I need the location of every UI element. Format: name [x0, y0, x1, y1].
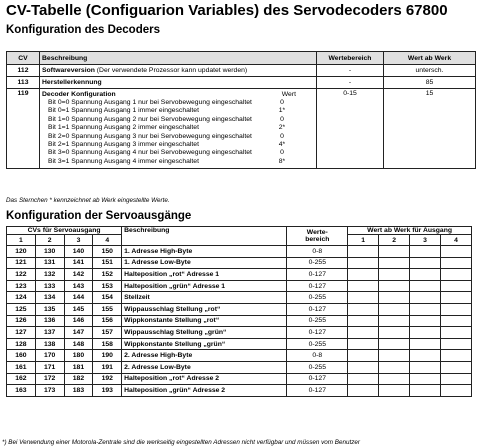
col-header-description: Beschreibung — [122, 227, 287, 246]
bit-value: 8* — [278, 157, 286, 165]
factory-value-output-1 — [348, 361, 379, 373]
decoder-config-cell — [40, 89, 317, 169]
decoder-bit-line — [42, 116, 314, 124]
factory-value-output-3 — [410, 373, 441, 385]
bit-description: Bit 0=1 Spannung Ausgang 1 immer eingeschaltet — [48, 107, 199, 115]
cv-number-output-2: 136 — [35, 315, 64, 327]
factory-value-output-2 — [379, 257, 410, 269]
factory-value-output-2 — [379, 269, 410, 281]
col-header-werk-3: 3 — [410, 235, 441, 246]
cv-description: Wippkonstante Stellung „rot“ — [122, 315, 287, 327]
section-heading-decoder: Konfiguration des Decoders — [6, 24, 160, 36]
table-row — [7, 77, 476, 89]
cv-factory-value: untersch. — [384, 65, 476, 77]
col-header-output-1: 1 — [7, 235, 36, 246]
cv-description: Halteposition „rot“ Adresse 2 — [122, 373, 287, 385]
cv-number-output-2: 133 — [35, 280, 64, 292]
cv-description: 1. Adresse High-Byte — [122, 246, 287, 258]
cv-range: 0-15 — [317, 89, 384, 169]
cv-number-output-1: 161 — [7, 361, 36, 373]
col-header-werk-2: 2 — [379, 235, 410, 246]
cv-label: Softwareversion — [42, 67, 95, 74]
decoder-wert-label: Wert — [281, 91, 296, 98]
factory-value-output-2 — [379, 338, 410, 350]
col-header-werk-1: 1 — [348, 235, 379, 246]
factory-value-output-1 — [348, 246, 379, 258]
decoder-bit-line — [42, 99, 314, 107]
factory-value-output-3 — [410, 303, 441, 315]
cv-number-output-2: 132 — [35, 269, 64, 281]
decoder-bit-line — [42, 141, 314, 149]
cv-number-output-3: 142 — [64, 269, 93, 281]
cv-number-output-1: 127 — [7, 327, 36, 339]
bit-value: 2* — [278, 124, 286, 132]
factory-value-output-2 — [379, 385, 410, 397]
factory-value-output-2 — [379, 350, 410, 362]
cv-number-output-2: 170 — [35, 350, 64, 362]
factory-value-output-3 — [410, 385, 441, 397]
decoder-config-table — [6, 51, 476, 169]
cv-number-output-3: 181 — [64, 361, 93, 373]
cv-number-output-2: 172 — [35, 373, 64, 385]
factory-value-output-3 — [410, 292, 441, 304]
table-row — [7, 315, 472, 327]
col-header-range: Wertebereich — [317, 52, 384, 65]
cv-range: 0-127 — [287, 280, 348, 292]
cv-label: Herstellerkennung — [42, 79, 102, 86]
col-header-factory-value: Wert ab Werk für Ausgang — [348, 227, 472, 235]
factory-value-output-1 — [348, 292, 379, 304]
factory-value-output-4 — [440, 327, 471, 339]
cv-description: Halteposition „grün“ Adresse 2 — [122, 385, 287, 397]
bit-value: 4* — [278, 140, 286, 148]
cv-number-output-4: 193 — [93, 385, 122, 397]
factory-value-output-4 — [440, 350, 471, 362]
cv-number-output-2: 130 — [35, 246, 64, 258]
bit-value: 0 — [280, 149, 284, 157]
factory-value-output-2 — [379, 246, 410, 258]
col-header-cvs: CVs für Servoausgang — [7, 227, 122, 235]
cv-number-output-3: 180 — [64, 350, 93, 362]
bit-description: Bit 3=1 Spannung Ausgang 4 immer eingeschaltet — [48, 157, 199, 165]
cv-number-output-2: 138 — [35, 338, 64, 350]
col-header-factory-value: Wert ab Werk — [384, 52, 476, 65]
cv-number-output-2: 171 — [35, 361, 64, 373]
cv-number-output-3: 183 — [64, 385, 93, 397]
table-row — [7, 373, 472, 385]
col-header-cv: CV — [7, 52, 40, 65]
page-title: CV-Tabelle (Configuarion Variables) des Servodecoders 67800 — [6, 2, 448, 19]
cv-number-output-4: 151 — [93, 257, 122, 269]
cv-number-output-3: 146 — [64, 315, 93, 327]
col-header-werk-4: 4 — [440, 235, 471, 246]
footnote-motorola: *) Bei Verwendung einer Motorola-Zentrale sind die werkseitig eingestellten Adressen nicht verfügbar und müssen vom Benutzer — [2, 439, 360, 446]
cv-range: 0-255 — [287, 361, 348, 373]
factory-value-output-4 — [440, 373, 471, 385]
table-header-row — [7, 52, 476, 65]
factory-value-output-1 — [348, 350, 379, 362]
table-row — [7, 269, 472, 281]
col-header-description: Beschreibung — [40, 52, 317, 65]
factory-value-output-4 — [440, 292, 471, 304]
cv-number-output-3: 145 — [64, 303, 93, 315]
cv-description — [40, 65, 317, 77]
cv-range: 0-255 — [287, 315, 348, 327]
factory-value-output-1 — [348, 280, 379, 292]
factory-value-output-4 — [440, 338, 471, 350]
decoder-bit-line — [42, 149, 314, 157]
decoder-config-heading — [42, 90, 314, 99]
bit-description: Bit 1=1 Spannung Ausgang 2 immer eingeschaltet — [48, 124, 199, 132]
cv-number: 112 — [7, 65, 40, 77]
cv-range: 0-127 — [287, 327, 348, 339]
range-header-line2: bereich — [305, 236, 330, 243]
cv-number-output-4: 157 — [93, 327, 122, 339]
cv-range: 0-255 — [287, 338, 348, 350]
bit-value: 1* — [278, 107, 286, 115]
factory-value-output-4 — [440, 257, 471, 269]
factory-value-output-2 — [379, 373, 410, 385]
table-row — [7, 327, 472, 339]
table-row — [7, 303, 472, 315]
cv-number-output-3: 144 — [64, 292, 93, 304]
factory-value-output-3 — [410, 315, 441, 327]
factory-value-output-2 — [379, 327, 410, 339]
bit-description: Bit 2=1 Spannung Ausgang 3 immer eingeschaltet — [48, 140, 199, 148]
factory-value-output-3 — [410, 327, 441, 339]
cv-number-output-3: 148 — [64, 338, 93, 350]
factory-value-output-2 — [379, 315, 410, 327]
cv-number-output-4: 158 — [93, 338, 122, 350]
cv-number-output-3: 182 — [64, 373, 93, 385]
cv-range: - — [317, 77, 384, 89]
factory-value-output-1 — [348, 327, 379, 339]
factory-value-output-1 — [348, 385, 379, 397]
factory-value-output-1 — [348, 303, 379, 315]
decoder-bit-line — [42, 133, 314, 141]
cv-number-output-2: 173 — [35, 385, 64, 397]
cv-number-output-1: 122 — [7, 269, 36, 281]
table-row — [7, 65, 476, 77]
table-row — [7, 292, 472, 304]
factory-value-output-4 — [440, 315, 471, 327]
factory-value-output-4 — [440, 269, 471, 281]
cv-description: Halteposition „rot“ Adresse 1 — [122, 269, 287, 281]
cv-number-output-1: 125 — [7, 303, 36, 315]
cv-range: 0-255 — [287, 257, 348, 269]
factory-value-output-1 — [348, 338, 379, 350]
table-header-row — [7, 227, 472, 235]
factory-value-output-4 — [440, 361, 471, 373]
factory-value-output-1 — [348, 315, 379, 327]
cv-number-output-3: 141 — [64, 257, 93, 269]
cv-range: 0-127 — [287, 373, 348, 385]
cv-number-output-2: 137 — [35, 327, 64, 339]
table-row — [7, 385, 472, 397]
cv-description: Stellzeit — [122, 292, 287, 304]
cv-description: 1. Adresse Low-Byte — [122, 257, 287, 269]
cv-number-output-4: 152 — [93, 269, 122, 281]
table-row — [7, 361, 472, 373]
table-row — [7, 246, 472, 258]
cv-range: 0-127 — [287, 385, 348, 397]
cv-number-output-1: 163 — [7, 385, 36, 397]
factory-value-output-3 — [410, 338, 441, 350]
cv-number-output-4: 155 — [93, 303, 122, 315]
cv-range: 0-8 — [287, 350, 348, 362]
factory-value-output-3 — [410, 257, 441, 269]
section-heading-servo: Konfiguration der Servoausgänge — [6, 210, 192, 222]
table-row — [7, 350, 472, 362]
cv-factory-value: 15 — [384, 89, 476, 169]
cv-note: (Der verwendete Prozessor kann updatet werden) — [94, 67, 248, 74]
cv-number-output-1: 160 — [7, 350, 36, 362]
col-header-output-3: 3 — [64, 235, 93, 246]
cv-range: 0-127 — [287, 269, 348, 281]
factory-value-output-4 — [440, 385, 471, 397]
factory-value-output-3 — [410, 350, 441, 362]
factory-value-output-2 — [379, 292, 410, 304]
factory-value-output-4 — [440, 280, 471, 292]
col-header-output-4: 4 — [93, 235, 122, 246]
cv-description: Wippausschlag Stellung „grün“ — [122, 327, 287, 339]
bit-description: Bit 1=0 Spannung Ausgang 2 nur bei Servobewegung eingeschaltet — [48, 115, 252, 123]
bit-value: 0 — [280, 115, 284, 123]
table-row — [7, 280, 472, 292]
cv-number-output-2: 131 — [35, 257, 64, 269]
decoder-bit-line — [42, 158, 314, 166]
col-header-range — [287, 227, 348, 246]
footnote-asterisk: Das Sternchen * kennzeichnet ab Werk eingestellte Werte. — [6, 197, 170, 204]
bit-description: Bit 2=0 Spannung Ausgang 3 nur bei Servobewegung eingeschaltet — [48, 132, 252, 140]
cv-range: 0-8 — [287, 246, 348, 258]
cv-description: 2. Adresse Low-Byte — [122, 361, 287, 373]
cv-number-output-1: 126 — [7, 315, 36, 327]
bit-description: Bit 3=0 Spannung Ausgang 4 nur bei Servobewegung eingeschaltet — [48, 149, 252, 157]
cv-factory-value: 85 — [384, 77, 476, 89]
factory-value-output-2 — [379, 361, 410, 373]
factory-value-output-3 — [410, 361, 441, 373]
factory-value-output-3 — [410, 269, 441, 281]
table-row-decoder-config — [7, 89, 476, 169]
cv-number-output-1: 123 — [7, 280, 36, 292]
cv-number-output-1: 124 — [7, 292, 36, 304]
table-row — [7, 257, 472, 269]
cv-range: - — [317, 65, 384, 77]
cv-number-output-4: 192 — [93, 373, 122, 385]
factory-value-output-4 — [440, 246, 471, 258]
factory-value-output-3 — [410, 280, 441, 292]
cv-number-output-3: 147 — [64, 327, 93, 339]
bit-value: 0 — [280, 132, 284, 140]
cv-description: 2. Adresse High-Byte — [122, 350, 287, 362]
cv-number-output-4: 154 — [93, 292, 122, 304]
cv-number-output-1: 121 — [7, 257, 36, 269]
servo-table-body — [7, 246, 472, 397]
factory-value-output-2 — [379, 280, 410, 292]
cv-number-output-1: 120 — [7, 246, 36, 258]
cv-number: 119 — [7, 89, 40, 169]
cv-range: 0-127 — [287, 303, 348, 315]
cv-number-output-2: 134 — [35, 292, 64, 304]
cv-number-output-4: 191 — [93, 361, 122, 373]
range-header-line1: Werte- — [306, 229, 328, 236]
cv-number-output-2: 135 — [35, 303, 64, 315]
cv-range: 0-255 — [287, 292, 348, 304]
cv-description: Wippausschlag Stellung „rot“ — [122, 303, 287, 315]
cv-number-output-1: 128 — [7, 338, 36, 350]
cv-number: 113 — [7, 77, 40, 89]
cv-number-output-3: 143 — [64, 280, 93, 292]
cv-number-output-1: 162 — [7, 373, 36, 385]
decoder-bit-line — [42, 124, 314, 132]
decoder-bit-list — [42, 99, 314, 166]
factory-value-output-1 — [348, 373, 379, 385]
factory-value-output-4 — [440, 303, 471, 315]
cv-number-output-4: 153 — [93, 280, 122, 292]
cv-description: Halteposition „grün“ Adresse 1 — [122, 280, 287, 292]
decoder-config-label: Decoder Konfiguration — [42, 91, 116, 98]
bit-description: Bit 0=0 Spannung Ausgang 1 nur bei Servobewegung eingeschaltet — [48, 99, 252, 106]
table-row — [7, 338, 472, 350]
factory-value-output-1 — [348, 257, 379, 269]
bit-value: 0 — [280, 99, 284, 106]
cv-description — [40, 77, 317, 89]
cv-number-output-4: 190 — [93, 350, 122, 362]
decoder-bit-line — [42, 107, 314, 115]
cv-description: Wippkonstante Stellung „grün“ — [122, 338, 287, 350]
cv-number-output-4: 150 — [93, 246, 122, 258]
servo-config-table — [6, 226, 472, 397]
factory-value-output-2 — [379, 303, 410, 315]
col-header-output-2: 2 — [35, 235, 64, 246]
factory-value-output-3 — [410, 246, 441, 258]
cv-number-output-4: 156 — [93, 315, 122, 327]
cv-number-output-3: 140 — [64, 246, 93, 258]
factory-value-output-1 — [348, 269, 379, 281]
